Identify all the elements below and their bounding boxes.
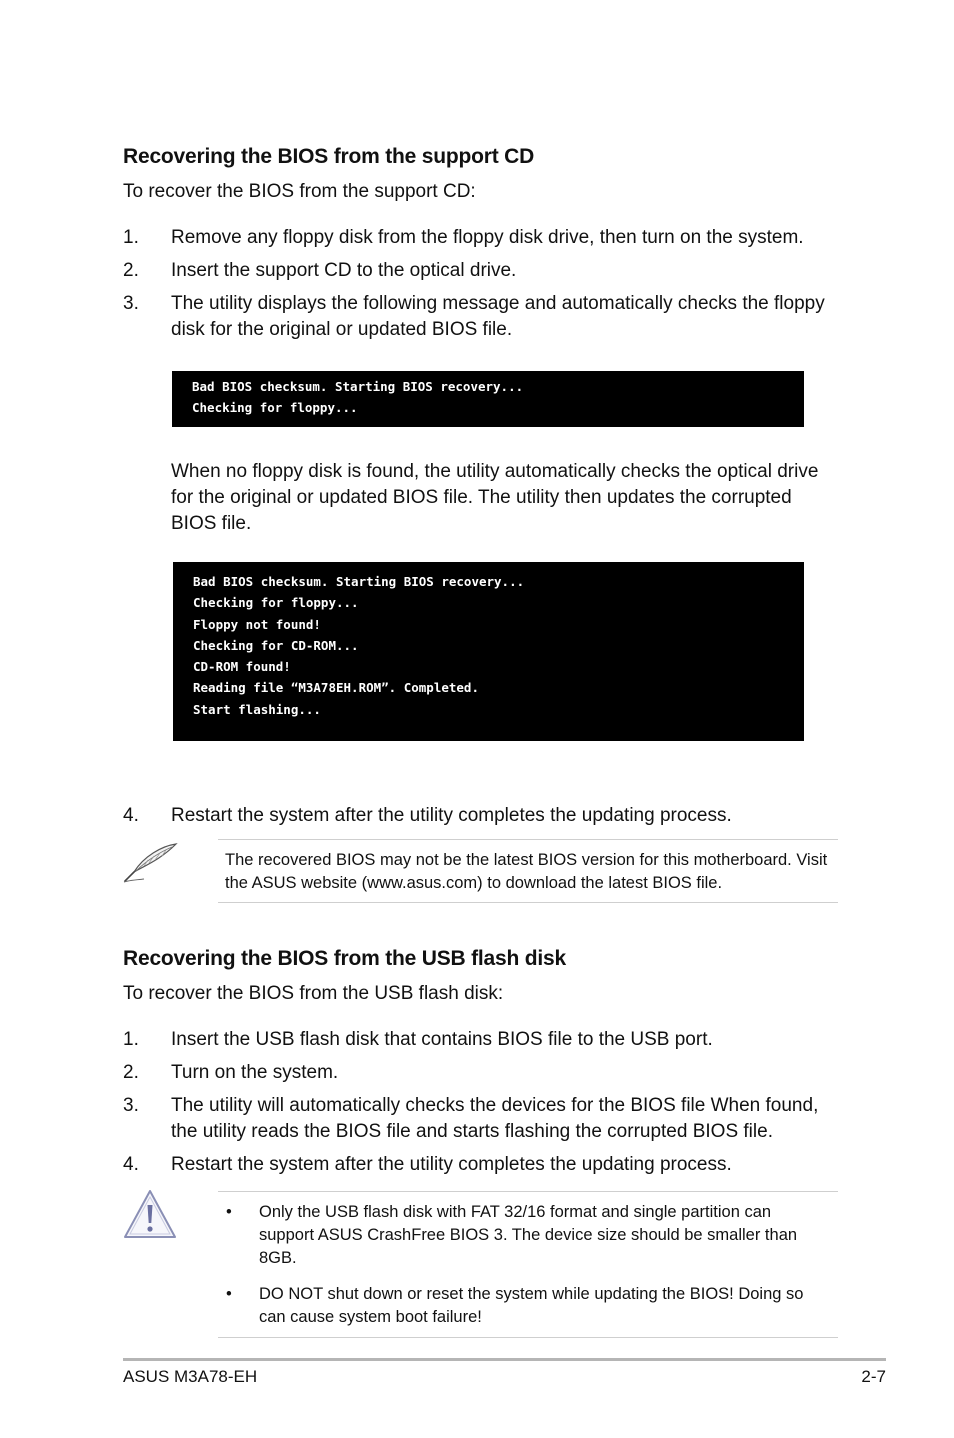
- step-number: 3.: [123, 1095, 139, 1116]
- list-item: [123, 803, 843, 829]
- list-item: [218, 1201, 828, 1270]
- terminal-line: Start flashing...: [193, 701, 321, 717]
- step-text: Remove any floppy disk from the floppy disk drive, then turn on the system.: [171, 227, 804, 248]
- terminal-output-floppy: [172, 371, 804, 427]
- terminal-line: Checking for floppy...: [192, 400, 358, 416]
- step-number: 3.: [123, 293, 139, 314]
- list-item: [123, 291, 843, 343]
- step-number: 2.: [123, 1062, 139, 1083]
- step-text: Turn on the system.: [171, 1062, 339, 1083]
- terminal-line: Floppy not found!: [193, 616, 321, 632]
- step-text: The utility will automatically checks the devices for the BIOS file When found, the utility reads the BIOS file and starts flashing the corrupted BIOS file.: [171, 1095, 819, 1142]
- step-text: Restart the system after the utility completes the updating process.: [171, 1154, 732, 1175]
- step-number: 4.: [123, 1154, 139, 1175]
- footer-divider: [123, 1358, 886, 1361]
- step-number: 2.: [123, 260, 139, 281]
- section-intro: To recover the BIOS from the support CD:: [123, 181, 476, 202]
- note-text: The recovered BIOS may not be the latest BIOS version for this motherboard. Visit the ASUS website (www.asus.com) to download the latest BIOS file.: [225, 851, 828, 892]
- list-item: [123, 258, 843, 284]
- section-heading-usb-flash: Recovering the BIOS from the USB flash disk: [123, 947, 566, 970]
- section-intro: To recover the BIOS from the USB flash disk:: [123, 983, 504, 1004]
- warning-triangle-icon: [123, 1188, 177, 1240]
- step-text: The utility displays the following message and automatically checks the floppy disk for the original or updated BIOS file.: [171, 293, 825, 340]
- list-item: [123, 1093, 843, 1145]
- terminal-line: Bad BIOS checksum. Starting BIOS recovery...: [193, 574, 525, 589]
- list-item: [218, 1283, 828, 1329]
- step-text: Restart the system after the utility completes the updating process.: [171, 805, 732, 826]
- warning-box: [218, 1191, 838, 1338]
- bullet-marker: •: [226, 1285, 232, 1303]
- step-number: 1.: [123, 227, 139, 248]
- terminal-line: CD-ROM found!: [193, 659, 291, 675]
- step-text: Insert the USB flash disk that contains BIOS file to the USB port.: [171, 1029, 713, 1050]
- step-text: Insert the support CD to the optical drive.: [171, 260, 517, 281]
- list-item: [123, 1060, 843, 1086]
- terminal-line: Reading file “M3A78EH.ROM”. Completed.: [193, 680, 479, 696]
- terminal-line: Bad BIOS checksum. Starting BIOS recovery...: [192, 379, 524, 394]
- step-number: 1.: [123, 1029, 139, 1050]
- terminal-output-cdrom: [173, 562, 804, 741]
- list-item: [123, 225, 843, 251]
- list-item: [123, 1027, 843, 1053]
- section-heading-support-cd: Recovering the BIOS from the support CD: [123, 145, 535, 168]
- warning-text: DO NOT shut down or reset the system while updating the BIOS! Doing so can cause system boot failure!: [259, 1285, 804, 1326]
- terminal-line: Checking for CD-ROM...: [193, 637, 359, 653]
- feather-pen-icon: [122, 842, 178, 884]
- footer-page-number: 2-7: [861, 1367, 886, 1386]
- footer-product-name: ASUS M3A78-EH: [123, 1367, 258, 1386]
- step-number: 4.: [123, 805, 139, 826]
- explanation-paragraph: When no floppy disk is found, the utility automatically checks the optical drive for the original or updated BIOS file. The utility then updates the corrupted BIOS file.: [171, 461, 819, 534]
- bullet-marker: •: [226, 1203, 232, 1221]
- warning-text: Only the USB flash disk with FAT 32/16 format and single partition can support ASUS CrashFree BIOS 3. The device size should be smaller than 8GB.: [259, 1203, 798, 1267]
- list-item: [123, 1152, 843, 1178]
- note-box: [218, 839, 838, 903]
- terminal-line: Checking for floppy...: [193, 595, 359, 611]
